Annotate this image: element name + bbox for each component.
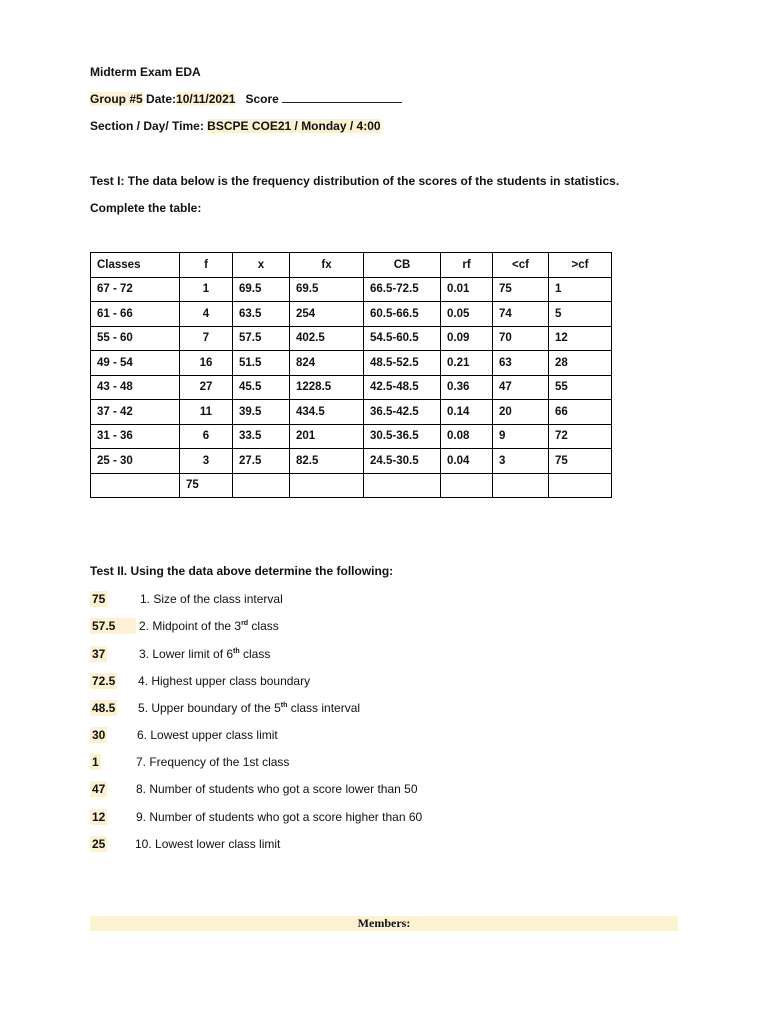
table-cell: 43 - 48 — [91, 375, 180, 400]
answer-value: 1 — [92, 755, 99, 769]
question-text — [136, 810, 422, 824]
date-value: 10/11/2021 — [176, 92, 236, 106]
table-cell: 9 — [493, 424, 549, 449]
table-cell: 1 — [549, 277, 612, 302]
table-cell: 45.5 — [233, 375, 290, 400]
question-text — [139, 647, 270, 661]
table-cell: 11 — [180, 400, 233, 425]
table-cell: 30.5-36.5 — [364, 424, 441, 449]
table-cell: 37 - 42 — [91, 400, 180, 425]
table-cell: 61 - 66 — [91, 302, 180, 327]
table-cell: 0.09 — [441, 326, 493, 351]
table-row — [91, 375, 612, 400]
table-cell: 69.5 — [233, 277, 290, 302]
question-main: 1. Size of the class interval — [140, 592, 283, 606]
question-main: 3. Lower limit of 6 — [139, 647, 234, 661]
table-cell — [91, 473, 180, 498]
members-bar — [90, 916, 678, 931]
table-cell: 75 — [180, 473, 233, 498]
table-cell: 70 — [493, 326, 549, 351]
table-cell: 63 — [493, 351, 549, 376]
section-value: BSCPE COE21 / Monday / 4:00 — [207, 119, 381, 133]
table-cell — [493, 473, 549, 498]
column-header: Classes — [91, 253, 180, 278]
score-blank — [282, 92, 402, 103]
group-number: Group #5 — [90, 92, 143, 106]
column-header: >cf — [549, 253, 612, 278]
table-cell: 5 — [549, 302, 612, 327]
section-line — [90, 119, 381, 133]
table-cell: 31 - 36 — [91, 424, 180, 449]
answer-item — [90, 700, 361, 716]
table-cell: 67 - 72 — [91, 277, 180, 302]
question-text — [139, 619, 279, 633]
table-cell: 82.5 — [290, 449, 364, 474]
question-main: 7. Frequency of the 1st class — [136, 755, 290, 769]
table-cell: 51.5 — [233, 351, 290, 376]
table-cell: 55 — [549, 375, 612, 400]
table-row — [91, 473, 612, 498]
table-cell: 49 - 54 — [91, 351, 180, 376]
group-date-score-line — [90, 92, 402, 106]
answer-value: 47 — [92, 782, 106, 796]
table-cell: 54.5-60.5 — [364, 326, 441, 351]
table-cell: 12 — [549, 326, 612, 351]
question-text — [138, 701, 360, 715]
table-cell: 39.5 — [233, 400, 290, 425]
answer-item — [90, 754, 290, 770]
question-tail: class — [239, 647, 271, 661]
table-cell: 60.5-66.5 — [364, 302, 441, 327]
test1-instruction: Test I: The data below is the frequency distribution of the scores of the students in statistics. — [90, 174, 620, 188]
answer-item — [90, 646, 271, 662]
table-row — [91, 400, 612, 425]
answer-value: 12 — [92, 810, 106, 824]
question-main: 8. Number of students who got a score lower than 50 — [136, 782, 418, 796]
table-cell: 16 — [180, 351, 233, 376]
table-cell — [549, 473, 612, 498]
table-cell: 0.36 — [441, 375, 493, 400]
table-cell: 3 — [493, 449, 549, 474]
table-row — [91, 277, 612, 302]
table-cell: 402.5 — [290, 326, 364, 351]
answer-item — [90, 727, 278, 743]
table-row — [91, 351, 612, 376]
table-row — [91, 302, 612, 327]
table-cell: 0.04 — [441, 449, 493, 474]
table-cell — [441, 473, 493, 498]
table-header-row — [91, 253, 612, 278]
members-label: Members: — [357, 916, 411, 930]
table-cell: 72 — [549, 424, 612, 449]
date-label: Date: — [146, 92, 177, 106]
table-cell — [364, 473, 441, 498]
table-cell: 74 — [493, 302, 549, 327]
test1-subinstruction: Complete the table: — [90, 201, 202, 215]
table-cell: 0.01 — [441, 277, 493, 302]
table-cell: 6 — [180, 424, 233, 449]
score-label: Score — [245, 92, 279, 106]
section-label: Section / Day/ Time: — [90, 119, 204, 133]
answer-value: 57.5 — [90, 618, 136, 634]
table-cell: 1228.5 — [290, 375, 364, 400]
question-main: 4. Highest upper class boundary — [138, 674, 311, 688]
table-cell: 55 - 60 — [91, 326, 180, 351]
table-cell: 57.5 — [233, 326, 290, 351]
table-cell: 27 — [180, 375, 233, 400]
column-header: rf — [441, 253, 493, 278]
answer-value: 72.5 — [92, 674, 116, 688]
table-cell: 0.21 — [441, 351, 493, 376]
table-cell: 0.14 — [441, 400, 493, 425]
table-cell: 66 — [549, 400, 612, 425]
answer-item — [90, 836, 281, 852]
answer-item — [90, 809, 423, 825]
table-cell: 69.5 — [290, 277, 364, 302]
question-main: 2. Midpoint of the 3 — [139, 619, 242, 633]
table-cell: 7 — [180, 326, 233, 351]
table-cell: 25 - 30 — [91, 449, 180, 474]
answer-item — [90, 673, 311, 689]
table-cell: 42.5-48.5 — [364, 375, 441, 400]
column-header: fx — [290, 253, 364, 278]
answer-item — [90, 781, 418, 797]
answer-item — [90, 591, 283, 607]
table-cell: 3 — [180, 449, 233, 474]
table-cell: 28 — [549, 351, 612, 376]
table-cell: 20 — [493, 400, 549, 425]
question-text — [135, 837, 280, 851]
frequency-table — [90, 252, 612, 498]
answer-item — [90, 618, 279, 634]
table-cell: 4 — [180, 302, 233, 327]
question-text — [137, 728, 278, 742]
test2-instruction: Test II. Using the data above determine the following: — [90, 564, 394, 578]
ordinal-suffix: th — [233, 648, 240, 655]
table-row — [91, 326, 612, 351]
table-cell: 27.5 — [233, 449, 290, 474]
column-header: <cf — [493, 253, 549, 278]
table-row — [91, 449, 612, 474]
question-text — [140, 592, 283, 606]
table-cell: 0.05 — [441, 302, 493, 327]
table-cell: 24.5-30.5 — [364, 449, 441, 474]
answer-value: 30 — [92, 728, 106, 742]
answer-value: 48.5 — [92, 701, 116, 715]
ordinal-suffix: th — [280, 702, 288, 709]
table-cell: 201 — [290, 424, 364, 449]
answer-value: 75 — [92, 592, 106, 606]
table-cell: 434.5 — [290, 400, 364, 425]
question-main: 9. Number of students who got a score higher than 60 — [136, 810, 423, 824]
table-cell: 48.5-52.5 — [364, 351, 441, 376]
table-row — [91, 424, 612, 449]
question-main: 5. Upper boundary of the 5 — [138, 701, 281, 715]
table-cell: 36.5-42.5 — [364, 400, 441, 425]
table-cell: 47 — [493, 375, 549, 400]
table-cell: 63.5 — [233, 302, 290, 327]
table-cell: 1 — [180, 277, 233, 302]
table-cell: 33.5 — [233, 424, 290, 449]
table-cell — [233, 473, 290, 498]
table-cell: 75 — [549, 449, 612, 474]
question-tail: class — [248, 619, 279, 633]
table-cell: 254 — [290, 302, 364, 327]
answer-value: 37 — [92, 647, 106, 661]
column-header: CB — [364, 253, 441, 278]
ordinal-suffix: rd — [241, 620, 249, 627]
exam-title: Midterm Exam EDA — [90, 65, 201, 79]
column-header: x — [233, 253, 290, 278]
table-cell: 824 — [290, 351, 364, 376]
question-text — [136, 782, 418, 796]
question-main: 10. Lowest lower class limit — [135, 837, 281, 851]
column-header: f — [180, 253, 233, 278]
table-cell: 75 — [493, 277, 549, 302]
question-text — [136, 755, 289, 769]
table-cell: 66.5-72.5 — [364, 277, 441, 302]
question-text — [138, 674, 310, 688]
answer-value: 25 — [92, 837, 106, 851]
question-tail: class interval — [287, 701, 361, 715]
table-cell — [290, 473, 364, 498]
question-main: 6. Lowest upper class limit — [137, 728, 278, 742]
table-cell: 0.08 — [441, 424, 493, 449]
